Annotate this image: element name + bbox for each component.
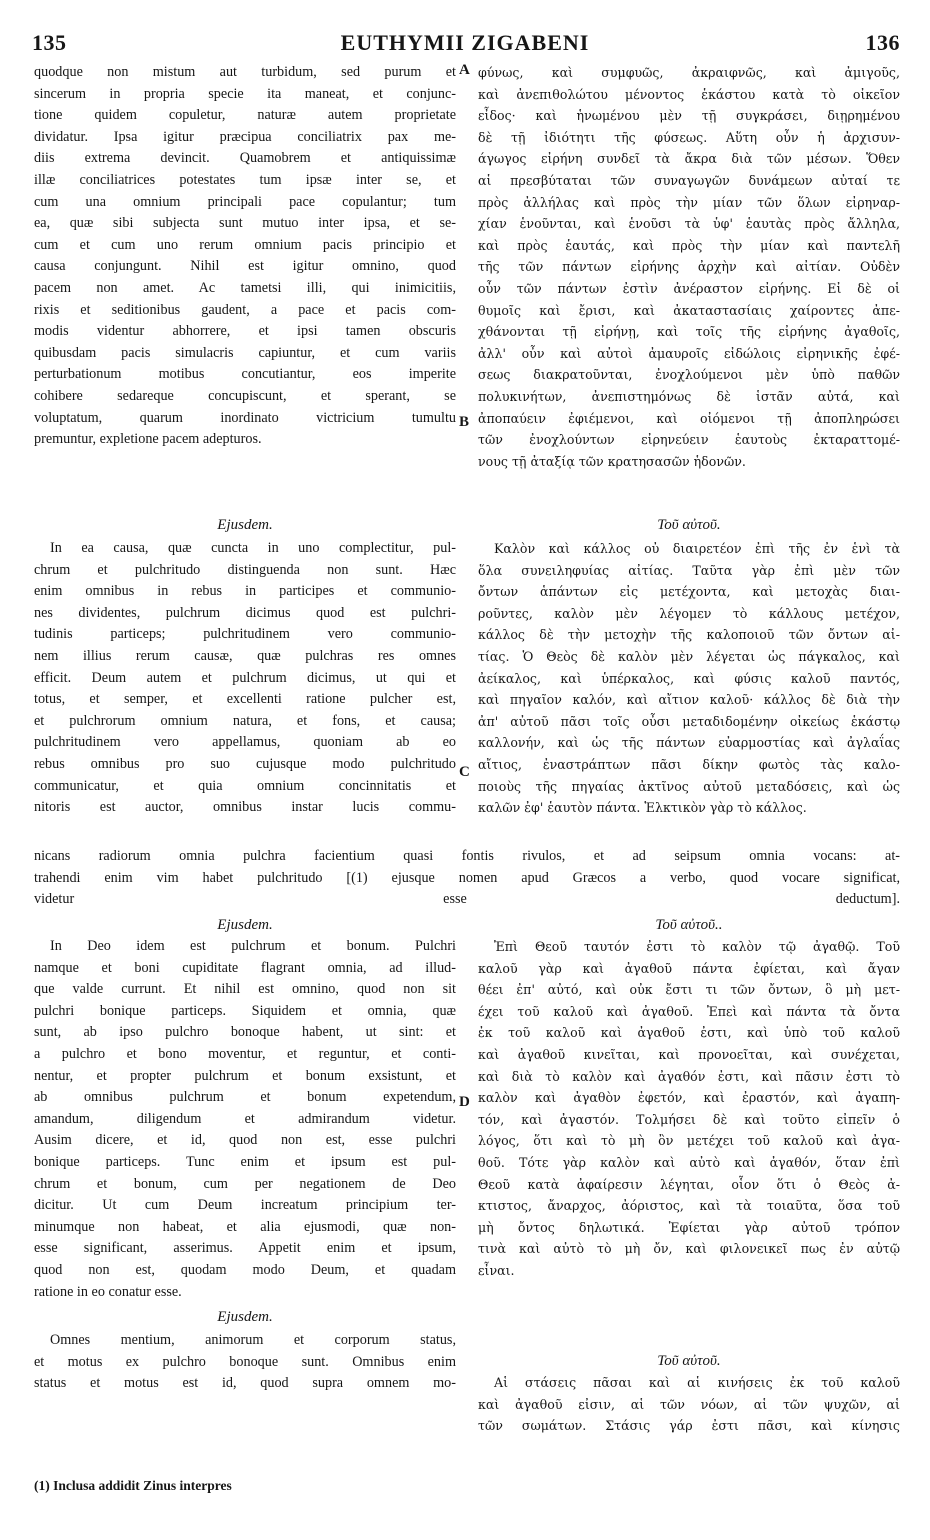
text-line: que valde currunt. Et nihil est omnino, quod non sit xyxy=(34,981,456,998)
text-line: ratione in eo conatur esse. xyxy=(34,1283,182,1300)
latin-full-width-passage xyxy=(34,846,900,911)
text-line: Ἐπὶ Θεοῦ ταυτόν ἐστι τὸ καλὸν τῷ ἀγαθῷ. Τοῦ xyxy=(494,939,900,954)
text-line: ὄντων ἁπάντων εἰς μετέχοντα, καὶ μετοχὰς διαι- xyxy=(478,584,900,600)
latin-section-3 xyxy=(34,936,456,1303)
text-line: κάλλος δὲ τὴν μετοχὴν τῆς καλοποιοῦ τῶν ὄντων αἰ- xyxy=(478,627,900,643)
text-line: diis extrema devincit. Quamobrem et antiquissimæ xyxy=(34,150,456,167)
margin-mark-a: A xyxy=(459,62,470,78)
text-line: αἱ πρεσβύταται τῶν συναγωγῶν δυνάμεων αὐταί τε xyxy=(478,172,900,188)
text-line: Omnes mentium, animorum et corporum status, xyxy=(50,1332,456,1348)
text-line: cum et cum uno rerum omnium pacis principio et xyxy=(34,236,456,253)
text-line: pulchritudinem vero appellamus, quoniam ab eo xyxy=(34,734,456,751)
latin-heading-3 xyxy=(34,914,456,936)
text-line: cohibere sedareque concupiscunt, et sperant, se xyxy=(34,387,456,404)
text-line: nem illius rerum causæ, quæ pulchras res omnes xyxy=(34,647,456,664)
greek-section-1 xyxy=(478,62,900,472)
text-line: νους τῇ ἀταξίᾳ τῶν κρατησασῶν ἡδονῶν. xyxy=(478,453,746,469)
text-line: videtur esse deductum]. xyxy=(34,891,900,908)
latin-heading-2 xyxy=(34,514,456,536)
text-line: tudinis particeps; pulchritudinem vero communio- xyxy=(34,626,456,643)
text-line: esse significant, asserimus. Appetit enim et ipsum, xyxy=(34,1240,456,1257)
text-line: chrum et pulchritudo distinguenda non sunt. Hæc xyxy=(34,561,456,578)
text-line: trahendi enim vim habet pulchritudo [(1) ejusque nomen apud Græcos a verbo, quod vocare significat, xyxy=(34,869,900,886)
text-line: rixis et seditionibus gaudent, a pace et pacis com- xyxy=(34,301,456,318)
text-line: rebus omnibus pro suo cujusque modo pulchritudo xyxy=(34,755,456,772)
text-line: κτιστος, ἄναρχος, ἀόριστος, καὶ τὰ τοιαῦτα, ὅσα τοῦ xyxy=(478,1198,900,1214)
page-number-left: 135 xyxy=(32,30,67,55)
latin-section-1 xyxy=(34,62,456,451)
text-line: χίαν ἑνοῦνται, καὶ ἑνοῦσι τὰ ὑφ' ἑαυτὰς πρὸς ἄλληλα, xyxy=(478,216,900,232)
text-line: illæ conciliatrices potestates tum ipsæ inter se, et xyxy=(34,171,456,188)
text-line: μὴ ὄντος δηλωτικά. Ἐφίεται γὰρ αὐτοῦ τρόπον xyxy=(478,1219,900,1235)
text-line: πολυκινήτων, ἀνεπιστημόνως δὲ ἱστᾶν αὐτά, καὶ xyxy=(478,388,900,404)
text-line: status et motus est id, quod supra omnem mo- xyxy=(34,1375,456,1392)
greek-heading-3 xyxy=(478,914,900,936)
text-line: dicitur. Ut cum Deum increatum principium ter- xyxy=(34,1197,456,1214)
text-line: In Deo idem est pulchrum et bonum. Pulchri xyxy=(50,938,456,954)
text-line: τίας. Ὁ Θεὸς δὲ καλὸν μὲν λέγεται ὡς πάγκαλος, καὶ xyxy=(478,648,900,664)
text-line: causa conjungunt. Nihil est igitur omnino, quod xyxy=(34,258,456,275)
text-line: πρὸς ἀλλήλας καὶ πρὸς τὴν μίαν τῶν ὅλων εἰρηναρ- xyxy=(478,194,900,210)
text-line: quodque non mistum aut turbidum, sed purum et xyxy=(34,64,456,80)
text-line: σεως διακρατοῦνται, ἐνοχλούμενοι μὲν ὑπὸ παθῶν xyxy=(478,367,900,383)
page-number-right: 136 xyxy=(865,30,900,55)
text-line: ab omnibus pulchrum et bonum expetendum, xyxy=(34,1089,456,1106)
greek-heading: Τοῦ αὐτοῦ. xyxy=(657,517,721,533)
latin-heading-4 xyxy=(34,1306,456,1328)
text-line: τινὰ καὶ αὐτὸ τὸ μὴ ὄν, καὶ φιλονεικεῖ πως ἐν αὐτῷ xyxy=(478,1241,900,1257)
text-line: καὶ διὰ τὸ καλὸν καὶ ἀγαθόν ἐστι, καὶ πᾶσιν ἐστι τὸ xyxy=(478,1068,900,1084)
text-line: θοῦ. Τότε γὰρ καλὸν καὶ αὐτὸ καὶ ἀγαθόν, ὅταν ἐπὶ xyxy=(478,1154,900,1170)
text-line: χθάνονται τῇ εἰρήνῃ, καὶ τοῖς τῆς εἰρήνης ἀγαθοῖς, xyxy=(478,324,900,340)
text-line: ea, quæ sibi subjecta sunt mutuo inter ipsa, et se- xyxy=(34,215,456,232)
latin-section-4 xyxy=(34,1330,456,1395)
text-line: ἀείκαλος, καὶ ὑπέρκαλος, καὶ φύσις καλοῦ παντός, xyxy=(478,670,900,686)
text-line: καὶ ἀγαθοῦ εἰσιν, αἱ τῶν νόων, αἱ τῶν ψυχῶν, αἱ xyxy=(478,1396,900,1412)
greek-section-4 xyxy=(478,1372,900,1437)
running-title: EUTHYMII ZIGABENI xyxy=(340,30,590,55)
text-line: efficit. Deum autem et pulchrum dicimus, ut qui et xyxy=(34,669,456,686)
text-line: δὲ τῇ ἰδιότητι τῆς φύσεως. Αὕτη οὖν ἡ ἀρχισυν- xyxy=(478,129,900,145)
text-line: communicatur, et quia omnium concinnitatis et xyxy=(34,777,456,794)
text-line: Θεοῦ κατὰ ἀφαίρεσιν λέγηται, οἷον ὅτι ὁ Θεὸς ἀ- xyxy=(478,1176,900,1192)
text-line: καλῶν ἐφ' ἑαυτὸν πάντα. Ἑλκτικὸν γὰρ τὸ κάλλος. xyxy=(478,800,807,816)
text-line: tione quidem copuletur, naturæ autem proprietate xyxy=(34,107,456,124)
text-line: καὶ πηγαῖον καλόν, καὶ αἴτιον καλοῦ· κάλλος δὲ διὰ τὴν xyxy=(478,692,900,708)
text-line: καλλονήν, καὶ ὡς τῆς πάντων εὐαρμοστίας καὶ ἀγλαΐας xyxy=(478,735,900,751)
text-line: έχει τοῦ καλοῦ καὶ ἀγαθοῦ. Ἐπεὶ καὶ πάντα τὰ ὄντα xyxy=(478,1003,900,1019)
text-line: αἴτιος, ἐναστράπτων πᾶσι δίκην φωτὸς τὰς καλο- xyxy=(478,756,900,772)
text-line: nicans radiorum omnia pulchra facientium quasi fontis rivulos, et ad seipsum omnia vocans: at- xyxy=(34,848,900,864)
text-line: et pulchrorum omnium natura, et fons, et causa; xyxy=(34,712,456,729)
text-line: ὅλα συνειληφυίας αἰτίας. Ταῦτα γὰρ ἐπὶ μὲν τῶν xyxy=(478,562,900,578)
latin-heading: Ejusdem. xyxy=(217,1309,273,1325)
text-line: namque et boni cupiditate flagrant omnia, ad illud- xyxy=(34,959,456,976)
text-line: τῆς τῶν πάντων εἰρήνης ἀρχὴν καὶ αἰτίαν. Οὐδὲν xyxy=(478,259,900,275)
greek-heading-2 xyxy=(478,514,900,536)
text-line: totus, et semper, et excellenti ratione pulcher est, xyxy=(34,691,456,708)
text-line: οὖν τῶν πάντων ἐστὶν ἀνέραστον εἰρήνης. Εἰ δὲ οἱ xyxy=(478,280,900,296)
text-line: perturbationum motibus concutiantur, eos imperite xyxy=(34,366,456,383)
text-line: φύνως, καὶ συμφυῶς, ἀκραιφνῶς, καὶ ἀμιγοῦς, xyxy=(478,65,900,80)
text-line: sunt, ab ipso pulchro bonoque habent, ut sint: et xyxy=(34,1024,456,1041)
text-line: pulchri bonique particeps. Siquidem et omnia, quæ xyxy=(34,1002,456,1019)
text-line: Καλὸν καὶ κάλλος οὐ διαιρετέον ἐπὶ τῆς ἐν ἑνὶ τὰ xyxy=(494,541,900,556)
text-line: sincerum in propria specie ita maneat, et conjunc- xyxy=(34,85,456,102)
latin-heading: Ejusdem. xyxy=(217,917,273,933)
text-line: amandum, diligendum et admirandum videtur. xyxy=(34,1110,456,1127)
text-line: chrum et bonum, cum per negationem de Deo xyxy=(34,1175,456,1192)
text-line: quod non est, quodam modo Deum, et quadam xyxy=(34,1261,456,1278)
greek-heading: Τοῦ αὐτοῦ. xyxy=(657,1353,721,1369)
text-line: nitoris est auctor, omnibus instar lucis commu- xyxy=(34,799,456,816)
text-line: τόν, καὶ ἀγαστόν. Τολμήσει δὲ καὶ τοῦτο εἰπεῖν ὁ xyxy=(478,1111,900,1127)
text-line: quibusdam pacis simulacris capiuntur, et cum variis xyxy=(34,344,456,361)
greek-heading: Τοῦ αὐτοῦ.. xyxy=(655,917,723,933)
text-line: In ea causa, quæ cuncta in uno complectitur, pul- xyxy=(50,540,456,556)
margin-mark-b: B xyxy=(459,414,470,430)
greek-section-3 xyxy=(478,936,900,1282)
text-line: εἶναι. xyxy=(478,1262,515,1278)
latin-heading: Ejusdem. xyxy=(217,517,273,533)
latin-section-2 xyxy=(34,538,456,819)
text-line: θέει ἐπ' αὐτό, καὶ οὐκ ἔστι τι τῶν ὄντων, ὃ μὴ μετ- xyxy=(478,982,900,998)
text-line: bonique particeps. Tunc enim et ipsum est pul- xyxy=(34,1153,456,1170)
text-line: Αἱ στάσεις πᾶσαι καὶ αἱ κινήσεις ἐκ τοῦ καλοῦ xyxy=(494,1375,900,1390)
text-line: dividatur. Ipsa igitur præcipua conciliatrix pax me- xyxy=(34,128,456,145)
text-line: λόγος, ὅτι καὶ τὸ μὴ ὂν μετέχει τοῦ καλοῦ καὶ ἀγα- xyxy=(478,1133,900,1149)
text-line: nentur, et propter pulchrum et bonum exsistunt, et xyxy=(34,1067,456,1084)
text-line: ἀποπαύειν ἐφιέμενοι, καὶ οἰόμενοι τῇ ἀποπληρώσει xyxy=(478,410,900,426)
text-line: ἀλλ' οὖν καὶ αὐτοὶ ἀμαυροῖς εἰδώλοις εἰρηνικῆς ἐφέ- xyxy=(478,345,900,361)
margin-mark-c: C xyxy=(459,764,470,780)
text-line: τῶν ἐνοχλούντων εἰρηνεύειν ἑαυτοὺς ἐκταραττομέ- xyxy=(478,432,900,448)
text-line: premuntur, expletione pacem adepturos. xyxy=(34,431,262,448)
text-line: ἀπ' αὐτοῦ πᾶσι τοῖς οὖσι μεταδιδομένην οἰκείως ἑκάστῳ xyxy=(478,713,900,729)
text-line: τῶν σωμάτων. Στάσις γάρ ἐστι πᾶσι, καὶ κίνησις xyxy=(478,1418,900,1434)
text-line: enim omnibus in rebus in participes et communio- xyxy=(34,583,456,600)
text-line: καὶ πρὸς ἑαυτάς, καὶ πρὸς τὴν μίαν καὶ παντελῆ xyxy=(478,237,900,253)
text-line: καὶ ἀνεπιθολώτου μένοντος ἑκάστου κατὰ τὸ οἰκεῖον xyxy=(478,86,900,102)
text-line: άγωγος εἰρήνη συνδεῖ τὰ ἄκρα διὰ τῶν μέσων. Ὅθεν xyxy=(478,151,900,167)
text-line: Ausim dicere, et id, quod non est, esse pulchri xyxy=(34,1132,456,1149)
margin-mark-d: D xyxy=(459,1094,470,1110)
text-line: voluptatum, quarum inordinato victricium tumultu xyxy=(34,409,456,426)
greek-heading-4 xyxy=(478,1350,900,1372)
running-header xyxy=(0,30,930,58)
footnote: (1) Inclusa addidit Zinus interpres xyxy=(34,1478,232,1493)
text-line: nes dividentes, pulchrum dicimus quod est pulchri- xyxy=(34,604,456,621)
text-line: minumque non habeat, et alia ejusmodi, quæ non- xyxy=(34,1218,456,1235)
greek-section-2 xyxy=(478,538,900,819)
text-line: a pulchro et bono moventur, et reguntur, et conti- xyxy=(34,1045,456,1062)
text-line: modis videntur abhorrere, et ipsi tamen obscuris xyxy=(34,323,456,340)
text-line: εἶδος· καὶ ἡνωμένου μὲν τῇ συγκράσει, διῃρημένου xyxy=(478,108,900,124)
text-line: ἐκ τοῦ καλοῦ καὶ ἀγαθοῦ ἐστι, καὶ ὑπὸ τοῦ καλοῦ xyxy=(478,1025,900,1041)
text-line: καὶ ἀγαθοῦ κινεῖται, καὶ προνοεῖται, καὶ συνέχεται, xyxy=(478,1046,900,1062)
text-line: καλὸν καὶ ἀγαθὸν ἐφετόν, καὶ ἐραστόν, καὶ ἀγαπη- xyxy=(478,1090,900,1106)
text-line: cum una omnium principali pace copulantur; tum xyxy=(34,193,456,210)
text-line: θυμοῖς καὶ ἔρισι, καὶ ἀκαταστασίαις χαίροντες ἀπε- xyxy=(478,302,900,318)
text-line: ροῦντες, καλὸν μὲν λέγομεν τὸ κάλλους μετέχον, xyxy=(478,605,900,621)
text-line: pacem non amet. Ac tametsi illi, qui inimicitiis, xyxy=(34,279,456,296)
text-line: ποιοὺς τῆς πηγαίας ἀκτῖνος αὐτοῦ μεταδόσεις, καὶ ὡς xyxy=(478,778,900,794)
text-line: καλοῦ γὰρ καὶ ἀγαθοῦ πάντα ἐφίεται, καὶ ἄγαν xyxy=(478,960,900,976)
text-line: et motus ex pulchro bonoque sunt. Omnibus enim xyxy=(34,1353,456,1370)
